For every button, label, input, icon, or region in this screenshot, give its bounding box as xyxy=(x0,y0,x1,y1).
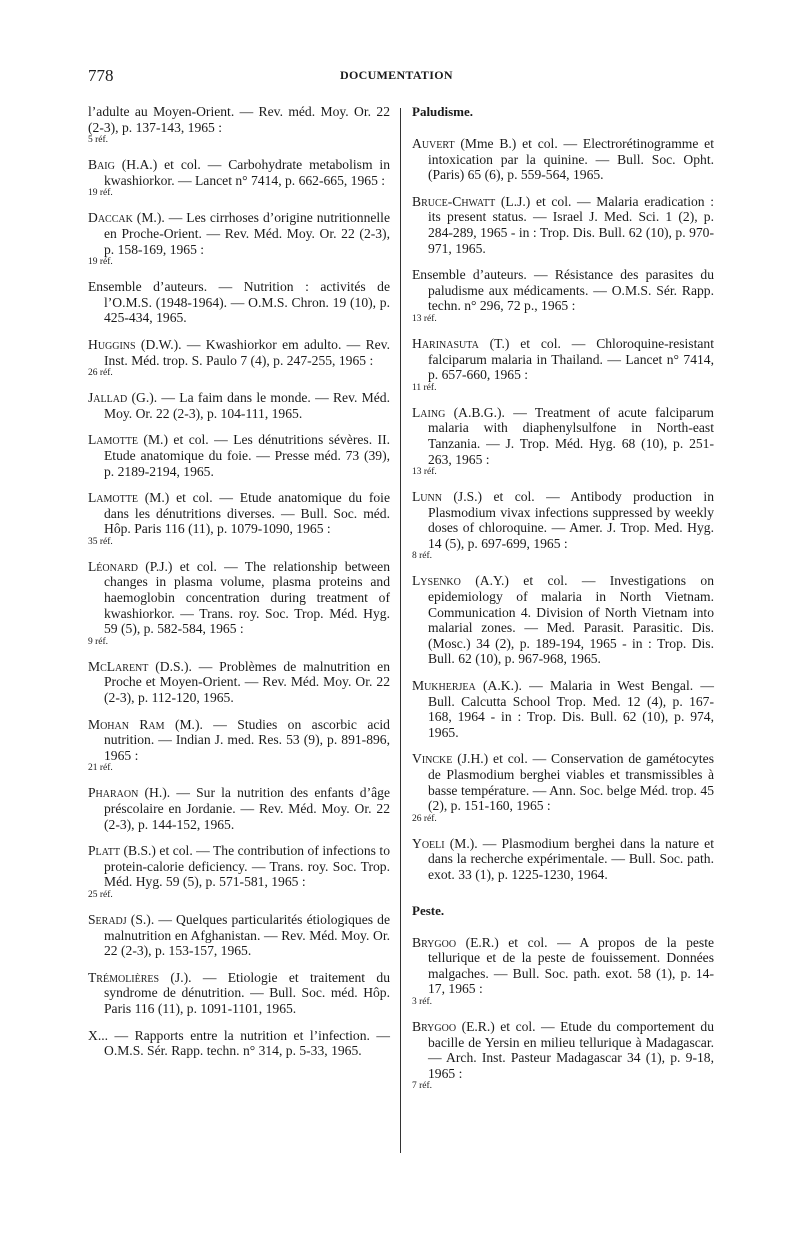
entry-text xyxy=(88,1028,390,1059)
entry-citation: (Mme B.) et col. — Electrorétinogramme et intoxication par la quinine. — Bull. Soc. Opht. (Paris) 65 (6), p. 559-564, 1965. xyxy=(428,136,714,183)
bibliography-entry xyxy=(88,785,390,832)
bibliography-entry xyxy=(88,432,390,479)
page-number: 778 xyxy=(88,66,114,85)
bibliography-entry xyxy=(412,935,714,1008)
entry-author: Lamotte xyxy=(88,490,138,506)
entry-text xyxy=(88,843,390,890)
bibliography-entry xyxy=(412,751,714,824)
column-divider xyxy=(400,108,401,1153)
bibliography-entry xyxy=(412,489,714,562)
page-header xyxy=(88,66,708,90)
reference-count: 25 réf. xyxy=(88,889,113,900)
entry-citation: (B.S.) et col. — The contribution of infections to protein-calorie deficiency. — Trans. roy. Soc. Trop. Méd. Hyg. 59 (5), p. 571-581, 1965 : xyxy=(104,843,390,890)
reference-count: 21 réf. xyxy=(88,763,113,774)
reference-count: 35 réf. xyxy=(88,536,113,547)
bibliography-entry xyxy=(412,267,714,325)
right-column xyxy=(412,104,714,1103)
entry-author: McLarent xyxy=(88,658,149,674)
left-column xyxy=(88,104,390,1070)
entry-author: Baig xyxy=(88,157,115,173)
reference-count: 19 réf. xyxy=(88,257,113,268)
entry-citation: (J.S.) et col. — Antibody production in Plasmodium vivax infections suppressed by weekly doses of chloroquine. — Amer. J. Trop. Med. Hyg. 14 (5), p. 697-699, 1965 : xyxy=(428,489,714,551)
entry-text xyxy=(412,267,714,314)
entry-author: Auvert xyxy=(412,136,455,151)
entry-author: Brygoo xyxy=(412,1018,457,1034)
bibliography-entry xyxy=(412,1019,714,1092)
reference-count: 7 réf. xyxy=(412,1081,433,1092)
entry-author: Daccak xyxy=(88,210,133,226)
entry-author: Mohan Ram xyxy=(88,716,165,732)
entry-author: Pharaon xyxy=(88,785,139,801)
entry-text xyxy=(412,489,714,551)
bibliography-entry xyxy=(88,279,390,326)
entry-author: Lunn xyxy=(412,489,442,505)
entry-citation: (E.R.) et col. — Etude du comportement du bacille de Yersin en milieu tellurique à Madagascar. — Arch. Inst. Pasteur Madagascar 34 (1), p. 9-18, 1965 : xyxy=(428,1018,714,1081)
reference-count: 13 réf. xyxy=(412,313,437,324)
reference-count: 8 réf. xyxy=(412,551,433,562)
entry-text xyxy=(88,432,390,479)
entry-citation: (H.A.) et col. — Carbohydrate metabolism in kwashiorkor. — Lancet n° 7414, p. 662-665, 1965 : xyxy=(104,157,390,188)
entry-author: Laing xyxy=(412,404,446,420)
entry-citation: (T.) et col. — Chloroquine-resistant falciparum malaria in Thailand. — Lancet n° 7414, p. 657-660, 1965 : xyxy=(428,335,714,383)
entry-citation: (H.). — Sur la nutrition des enfants d’âge préscolaire en Jordanie. — Rev. Méd. Moy. Or. 22 (2-3), p. 144-152, 1965. xyxy=(104,785,390,832)
entry-text xyxy=(412,1019,714,1081)
entry-text xyxy=(412,935,714,997)
entry-citation: (E.R.) et col. — A propos de la peste tellurique et de la peste de fouissement. Données malgaches. — Bull. Soc. path. exot. 58 (1), p. 14-17, 1965 : xyxy=(428,934,714,997)
entry-citation: (D.S.). — Problèmes de malnutrition en Proche et Moyen-Orient. — Rev. Méd. Moy. Or. 22 (2-3), p. 112-120, 1965. xyxy=(104,658,390,706)
entry-text xyxy=(88,390,390,421)
entry-text xyxy=(88,659,390,706)
bibliography-entry xyxy=(88,970,390,1017)
bibliography-entry xyxy=(88,490,390,548)
entry-citation: (S.). — Quelques particularités étiologiques de malnutrition en Afghanistan. — Rev. Méd. Moy. Or. 22 (2-3), p. 153-157, 1965. xyxy=(104,911,390,959)
entry-citation: (L.J.) et col. — Malaria eradication : its present status. — Israel J. Med. Sci. 1 (2), p. 284-289, 1965 - in : Trop. Dis. Bull. 62 (10), p. 970-971, 1965. xyxy=(428,193,714,256)
bibliography-entry xyxy=(88,912,390,959)
entry-citation: (J.). — Etiologie et traitement du syndrome de dénutrition. — Bull. Soc. méd. Hôp. Paris 116 (11), p. 1091-1101, 1965. xyxy=(104,969,390,1016)
entry-author: Harinasuta xyxy=(412,335,479,351)
bibliography-entry xyxy=(412,405,714,478)
entry-citation: (G.). — La faim dans le monde. — Rev. Méd. Moy. Or. 22 (2-3), p. 104-111, 1965. xyxy=(104,390,390,421)
entry-author: Bruce-Chwatt xyxy=(412,193,496,209)
entry-text xyxy=(88,970,390,1017)
bibliography-entry xyxy=(88,104,390,146)
entry-text xyxy=(88,912,390,959)
bibliography-entry xyxy=(412,194,714,256)
entry-citation: Ensemble d’auteurs. — Nutrition : activités de l’O.M.S. (1948-1964). — O.M.S. Chron. 19 (10), p. 425-434, 1965. xyxy=(88,279,390,326)
bibliography-entry xyxy=(412,336,714,394)
reference-count: 5 réf. xyxy=(88,135,109,146)
bibliography-entry xyxy=(88,717,390,775)
entry-author: Seradj xyxy=(88,911,127,927)
bibliography-entry xyxy=(88,390,390,421)
entry-text xyxy=(88,490,390,537)
entry-text xyxy=(88,785,390,832)
entry-author: Platt xyxy=(88,843,120,859)
entry-author: Jallad xyxy=(88,390,128,406)
entry-citation: (M.) et col. — Les dénutritions sévères. II. Etude anatomique du foie. — Presse méd. 73 (39), p. 2189-2194, 1965. xyxy=(104,432,390,479)
entry-author: Huggins xyxy=(88,336,136,352)
section-title: Paludisme. xyxy=(412,104,474,119)
entry-text xyxy=(412,573,714,667)
bibliography-entry xyxy=(88,1028,390,1059)
bibliography-entry xyxy=(88,337,390,379)
entry-text xyxy=(412,836,714,883)
bibliography-entry xyxy=(412,136,714,183)
entry-author: Trémolières xyxy=(88,969,160,985)
entry-text xyxy=(88,104,390,135)
entry-author: Mukherjea xyxy=(412,678,476,694)
entry-citation: (J.H.) et col. — Conservation de gamétocytes de Plasmodium berghei viables et transmissibles à basse température. — Ann. Soc. belge Méd. trop. 45 (2), p. 151-160, 1965 : xyxy=(428,751,714,814)
entry-text xyxy=(412,336,714,383)
bibliography-entry xyxy=(412,573,714,667)
reference-count: 26 réf. xyxy=(412,813,437,824)
reference-count: 3 réf. xyxy=(412,996,433,1007)
entry-text xyxy=(88,210,390,257)
entry-citation: (A.B.G.). — Treatment of acute falciparum malaria with diaphenylsulfone in North-east Tanzania. — J. Trop. Méd. Hyg. 68 (10), p. 251-263, 1965 : xyxy=(428,404,714,467)
entry-text xyxy=(412,678,714,740)
entry-text xyxy=(412,405,714,467)
entry-citation: X... — Rapports entre la nutrition et l’infection. — O.M.S. Sér. Rapp. techn. n° 314, p. 5-33, 1965. xyxy=(88,1027,390,1059)
entry-author: Vincke xyxy=(412,751,453,767)
entry-text xyxy=(412,751,714,813)
entry-citation: (P.J.) et col. — The relationship between changes in plasma volume, plasma proteins and haemoglobin concentration during treatment of kwashiorkor. — Trans. roy. Soc. Trop. Méd. Hyg. 59 (5), p. 582-584, 1965 : xyxy=(104,558,390,637)
bibliography-entry xyxy=(88,659,390,706)
bibliography-entry xyxy=(88,843,390,901)
entry-author: Brygoo xyxy=(412,934,457,950)
entry-author: Lamotte xyxy=(88,432,138,448)
entry-text xyxy=(412,194,714,256)
entry-citation: (M.). — Plasmodium berghei dans la nature et dans la recherche expérimentale. — Bull. Soc. path. exot. 33 (1), p. 1225-1230, 1964. xyxy=(428,835,714,882)
bibliography-entry xyxy=(88,210,390,268)
entry-citation: (D.W.). — Kwashiorkor em adulto. — Rev. Inst. Méd. trop. S. Paulo 7 (4), p. 247-255, 1965 : xyxy=(104,336,390,368)
entry-citation: l’adulte au Moyen-Orient. — Rev. méd. Moy. Or. 22 (2-3), p. 137-143, 1965 : xyxy=(88,104,390,135)
entry-text xyxy=(88,279,390,326)
bibliography-entry xyxy=(412,678,714,740)
entry-author: Yoeli xyxy=(412,835,445,851)
running-title: DOCUMENTATION xyxy=(340,68,453,82)
bibliography-entry xyxy=(412,836,714,883)
entry-citation: (M.) et col. — Etude anatomique du foie dans les dénutritions diverses. — Bull. Soc. méd. Hôp. Paris 116 (11), p. 1079-1090, 1965 : xyxy=(104,490,390,537)
entry-citation: (M.). — Studies on ascorbic acid nutrition. — Indian J. med. Res. 53 (9), p. 891-896, 1965 : xyxy=(104,716,390,763)
entry-text xyxy=(412,136,714,183)
entry-citation: (A.Y.) et col. — Investigations on epidemiology of malaria in North Vietnam. Communication 4. Division of North Vietnam into malarial zones. — Med. Parasit. Parasitic. Dis. (Mosc.) 34 (2), p. 189-194, 1965 - in : Trop. Dis. Bull. 62 (10), p. 967-968, 1965. xyxy=(428,573,714,667)
entry-text xyxy=(88,559,390,637)
reference-count: 9 réf. xyxy=(88,636,109,647)
entry-author: Léonard xyxy=(88,558,138,574)
reference-count: 13 réf. xyxy=(412,467,437,478)
reference-count: 11 réf. xyxy=(412,382,437,393)
section-title: Peste. xyxy=(412,902,445,918)
entry-citation: Ensemble d’auteurs. — Résistance des parasites du paludisme aux médicaments. — O.M.S. Sér. Rapp. techn. n° 296, 72 p., 1965 : xyxy=(412,267,714,314)
entry-text xyxy=(88,717,390,764)
entry-text xyxy=(88,337,390,368)
reference-count: 26 réf. xyxy=(88,368,113,379)
entry-text xyxy=(88,157,390,188)
bibliography-entry xyxy=(88,157,390,199)
entry-citation: (M.). — Les cirrhoses d’origine nutritionnelle en Proche-Orient. — Rev. Méd. Moy. Or. 22 (2-3), p. 158-169, 1965 : xyxy=(104,210,390,257)
reference-count: 19 réf. xyxy=(88,188,113,199)
entry-citation: (A.K.). — Malaria in West Bengal. — Bull. Calcutta School Trop. Med. 12 (4), p. 167-168, 1964 - in : Trop. Dis. Bull. 62 (10), p. 974, 1965. xyxy=(428,678,714,740)
entry-author: Lysenko xyxy=(412,573,461,589)
bibliography-entry xyxy=(88,559,390,648)
